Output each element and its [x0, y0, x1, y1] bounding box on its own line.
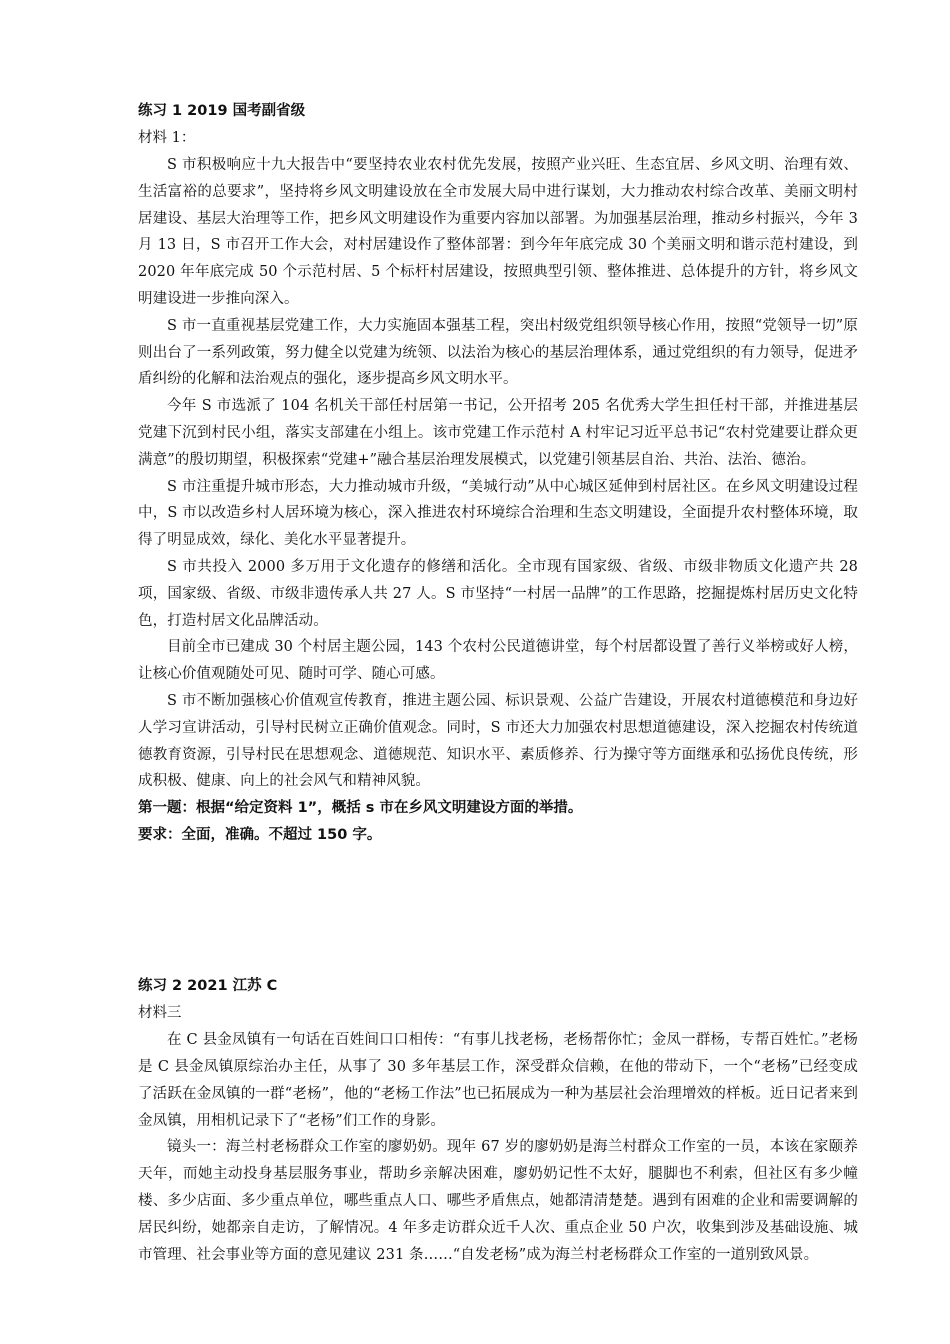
- exercise-1-title: 练习 1 2019 国考副省级: [138, 103, 306, 119]
- exercise-1-paragraph-7: S 市不断加强核心价值观宣传教育，推进主题公园、标识景观、公益广告建设，开展农村道德模范和身边好人学习宣讲活动，引导村民树立正确价值观念。同时，S 市还大力加强农村思想道德建设，深入挖掘农村传统道德教育资源，引导村民在思想观念、道德规范、知识水平、素质修养、行为操守等方面继承和弘扬优良传统，形成积极、健康、向上的社会风气和精神风貌。: [138, 692, 858, 790]
- exercise-2-paragraph-2: 镜头一：海兰村老杨群众工作室的廖奶奶。现年 67 岁的廖奶奶是海兰村群众工作室的一员，本该在家颐养天年，而她主动投身基层服务事业，帮助乡亲解决困难，廖奶奶记性不太好，腿脚也不利索，但社区有多少幢楼、多少店面、多少重点单位，哪些重点人口、哪些矛盾焦点，她都清清楚楚。遇到有困难的企业和需要调解的居民纠纷，她都亲自走访，了解情况。4 年多走访群众近千人次、重点企业 50 户次，收集到涉及基础设施、城市管理、社会事业等方面的意见建议 231 条……“自发老杨”成为海兰村老杨群众工作室的一道别致风景。: [138, 1139, 858, 1263]
- document-page: [138, 98, 858, 1268]
- exercise-1-paragraph-4: S 市注重提升城市形态，大力推动城市升级，“美城行动”从中心城区延伸到村居社区。在乡风文明建设过程中，S 市以改造乡村人居环境为核心，深入推进农村环境综合治理和生态文明建设，全面提升农村整体环境，取得了明显成效，绿化、美化水平显著提升。: [138, 478, 858, 549]
- exercise-1: [138, 98, 858, 849]
- exercise-2-paragraph-1: 在 C 县金凤镇有一句话在百姓间口口相传：“有事儿找老杨，老杨帮你忙；金凤一群杨，专帮百姓忙。”老杨是 C 县金凤镇原综治办主任，从事了 30 多年基层工作，深受群众信赖，在他的带动下，一个“老杨”已经变成了活跃在金凤镇的一群“老杨”，他的“老杨工作法”也已拓展成为一种为基层社会治理增效的样板。近日记者来到金凤镇，用相机记录下了“老杨”们工作的身影。: [138, 1032, 858, 1129]
- material-1-label: 材料 1：: [138, 130, 196, 146]
- exercise-1-paragraph-3: 今年 S 市选派了 104 名机关干部任村居第一书记，公开招考 205 名优秀大学生担任村干部，并推进基层党建下沉到村民小组，落实支部建在小组上。该市党建工作示范村 A 村牢记习近平总书记“农村党建要让群众更满意”的殷切期望，积极探索“党建+”融合基层治理发展模式，以党建引领基层自治、共治、法治、德治。: [138, 398, 858, 468]
- exercise-1-paragraph-6: 目前全市已建成 30 个村居主题公园，143 个农村公民道德讲堂，每个村居都设置了善行义举榜或好人榜，让核心价值观随处可见、随时可学、随心可感。: [138, 639, 858, 683]
- exercise-1-paragraph-1: S 市积极响应十九大报告中“要坚持农业农村优先发展，按照产业兴旺、生态宜居、乡风文明、治理有效、生活富裕的总要求”，坚持将乡风文明建设放在全市发展大局中进行谋划，大力推动农村综合改革、美丽文明村居建设、基层大治理等工作，把乡风文明建设作为重要内容加以部署。为加强基层治理，推动乡村振兴，今年 3 月 13 日，S 市召开工作大会，对村居建设作了整体部署：到今年年底完成 30 个美丽文明和谐示范村建设，到 2020 年年底完成 50 个示范村居、5 个标杆村居建设，按照典型引领、整体推进、总体提升的方针，将乡风文明建设进一步推向深入。: [138, 157, 858, 307]
- exercise-2-title: 练习 2 2021 江苏 C: [138, 978, 278, 995]
- question-1: 第一题：根据“给定资料 1”，概括 s 市在乡风文明建设方面的举措。: [138, 800, 583, 817]
- exercise-2: [138, 973, 858, 1268]
- exercise-1-paragraph-5: S 市共投入 2000 多万用于文化遗存的修缮和活化。全市现有国家级、省级、市级非物质文化遗产共 28 项，国家级、省级、市级非遗传承人共 27 人。S 市坚持“一村居一品牌”的工作思路，挖掘提炼村居历史文化特色，打造村居文化品牌活动。: [138, 558, 858, 629]
- material-3-label: 材料三: [138, 1005, 182, 1022]
- question-1-requirement: 要求：全面，准确。不超过 150 字。: [138, 827, 382, 844]
- exercise-1-paragraph-2: S 市一直重视基层党建工作，大力实施固本强基工程，突出村级党组织领导核心作用，按照“党领导一切”原则出台了一系列政策，努力健全以党建为统领、以法治为核心的基层治理体系，通过党组织的有力领导，促进矛盾纠纷的化解和法治观点的强化，逐步提高乡风文明水平。: [138, 317, 858, 388]
